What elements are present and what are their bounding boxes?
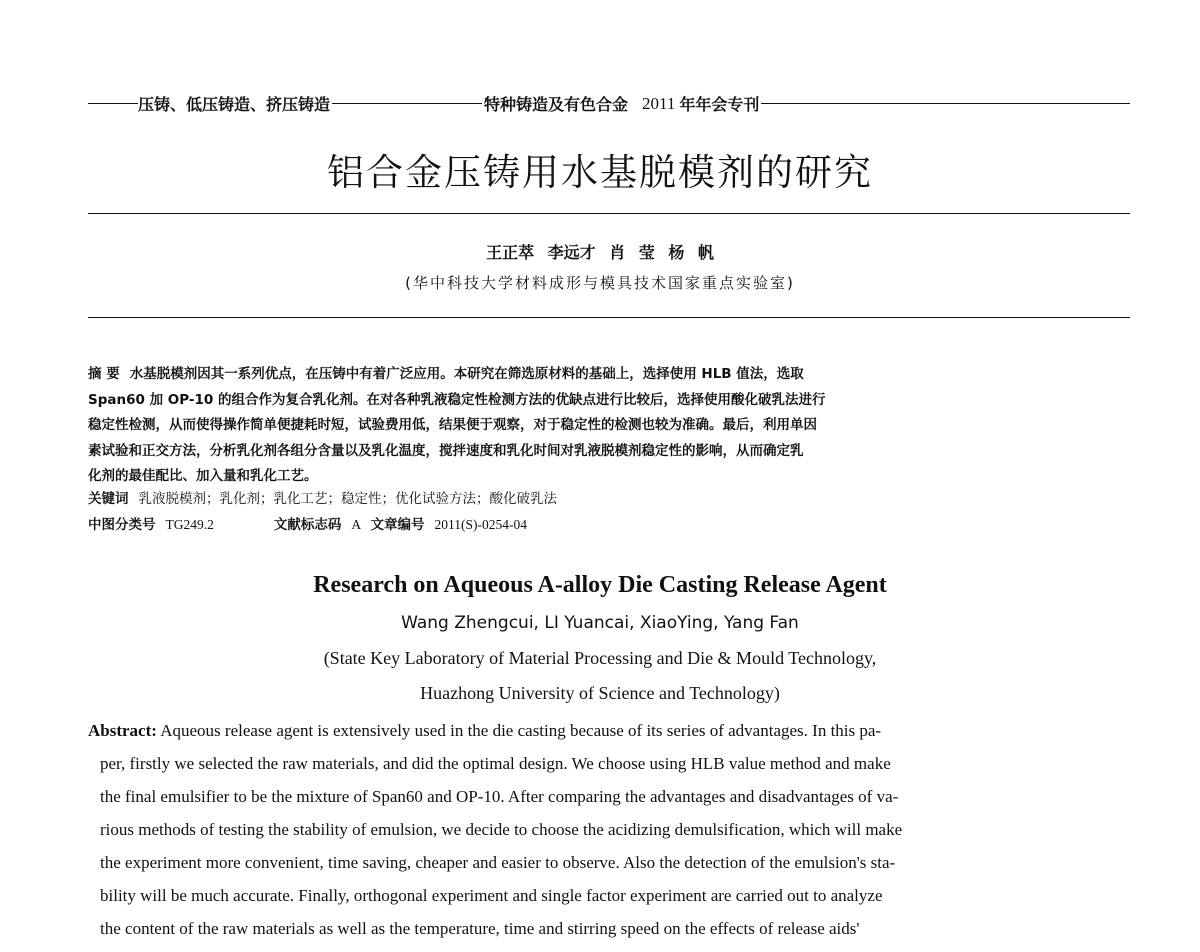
abstract-en-line: bility will be much accurate. Finally, orthogonal experiment and single factor experiment are carried out to analyze bbox=[100, 886, 883, 905]
header-right-text: 年年会专刊 bbox=[679, 95, 760, 114]
abstract-en-line: Abstract: Aqueous release agent is extensively used in the die casting because of its series of advantages. In this pa- bbox=[88, 721, 882, 740]
authors-cn: 王正萃 李远才 肖 莹 杨 帆 bbox=[486, 243, 714, 262]
keywords-label: 关键词 bbox=[88, 491, 129, 507]
classification-value: TG249.2 bbox=[165, 517, 214, 532]
abstract-cn bbox=[88, 362, 1088, 490]
header-year: 2011 bbox=[642, 93, 676, 113]
affiliation-en-line-1: (State Key Laboratory of Material Processing and Die & Mould Technology, bbox=[323, 648, 877, 668]
abstract-en-line: per, firstly we selected the raw materials, and did the optimal design. We choose using HLB value method and make bbox=[100, 754, 891, 773]
affiliation-cn: (华中科技大学材料成形与模具技术国家重点实验室) bbox=[405, 274, 795, 292]
paper-title-en: Research on Aqueous A-alloy Die Casting Release Agent bbox=[313, 572, 887, 598]
abstract-en-line: the final emulsifier to be the mixture of Span60 and OP-10. After comparing the advantages and disadvantages of va- bbox=[100, 787, 899, 806]
classification-line bbox=[88, 513, 527, 533]
header-center-text: 特种铸造及有色合金 bbox=[484, 95, 629, 114]
abstract-cn-label: 摘 要 bbox=[88, 366, 120, 382]
doc-code-value: A bbox=[351, 517, 362, 532]
authors-en: Wang Zhengcui, LI Yuancai, XiaoYing, Yang Fan bbox=[401, 613, 799, 633]
classification-label: 中图分类号 bbox=[88, 517, 156, 533]
abstract-en-line: the experiment more convenient, time saving, cheaper and easier to observe. Also the detection of the emulsion's sta- bbox=[100, 853, 896, 872]
running-header bbox=[88, 92, 1130, 115]
doc-code-label: 文献标志码 bbox=[273, 517, 342, 533]
abstract-cn-line: 化剂的最佳配比、加入量和乳化工艺。 bbox=[88, 468, 318, 484]
abstract-cn-line: 摘 要 水基脱模剂因其一系列优点，在压铸中有着广泛应用。本研究在筛选原材料的基础上，选择使用 HLB 值法，选取 bbox=[88, 366, 804, 382]
abstract-cn-line: 素试验和正交方法，分析乳化剂各组分含量以及乳化温度，搅拌速度和乳化时间对乳液脱模剂稳定性的影响，从而确定乳 bbox=[88, 442, 804, 459]
abstract-en bbox=[88, 714, 1130, 945]
abstract-en-line: rious methods of testing the stability of emulsion, we decide to choose the acidizing demulsification, which will make bbox=[100, 820, 903, 839]
header-rule-middle bbox=[332, 103, 482, 104]
abstract-en-line: the content of the raw materials as well as the temperature, time and stirring speed on the effects of release aids' bbox=[100, 919, 860, 938]
keywords-cn bbox=[88, 487, 557, 507]
header-left-text: 压铸、低压铸造、挤压铸造 bbox=[138, 95, 331, 114]
header-rule-right bbox=[761, 103, 1130, 104]
article-no-value: 2011(S)-0254-04 bbox=[434, 517, 528, 532]
abstract-divider bbox=[88, 317, 1130, 318]
article-no-label: 文章编号 bbox=[370, 517, 425, 533]
abstract-cn-line: Span60 加 OP-10 的组合作为复合乳化剂。在对各种乳液稳定性检测方法的优缺点进行比较后，选择使用酸化破乳法进行 bbox=[88, 391, 826, 408]
abstract-cn-line: 稳定性检测，从而使得操作简单便捷耗时短，试验费用低，结果便于观察，对于稳定性的检测也较为准确。最后，利用单因 bbox=[88, 417, 817, 433]
abstract-en-label: Abstract: bbox=[88, 721, 157, 740]
paper-title-cn: 铝合金压铸用水基脱模剂的研究 bbox=[327, 151, 873, 194]
title-divider bbox=[88, 213, 1130, 214]
affiliation-en-line-2: Huazhong University of Science and Technology) bbox=[420, 683, 780, 703]
header-rule-left bbox=[88, 103, 138, 104]
keywords-value: 乳液脱模剂；乳化剂；乳化工艺；稳定性；优化试验方法；酸化破乳法 bbox=[138, 491, 557, 507]
